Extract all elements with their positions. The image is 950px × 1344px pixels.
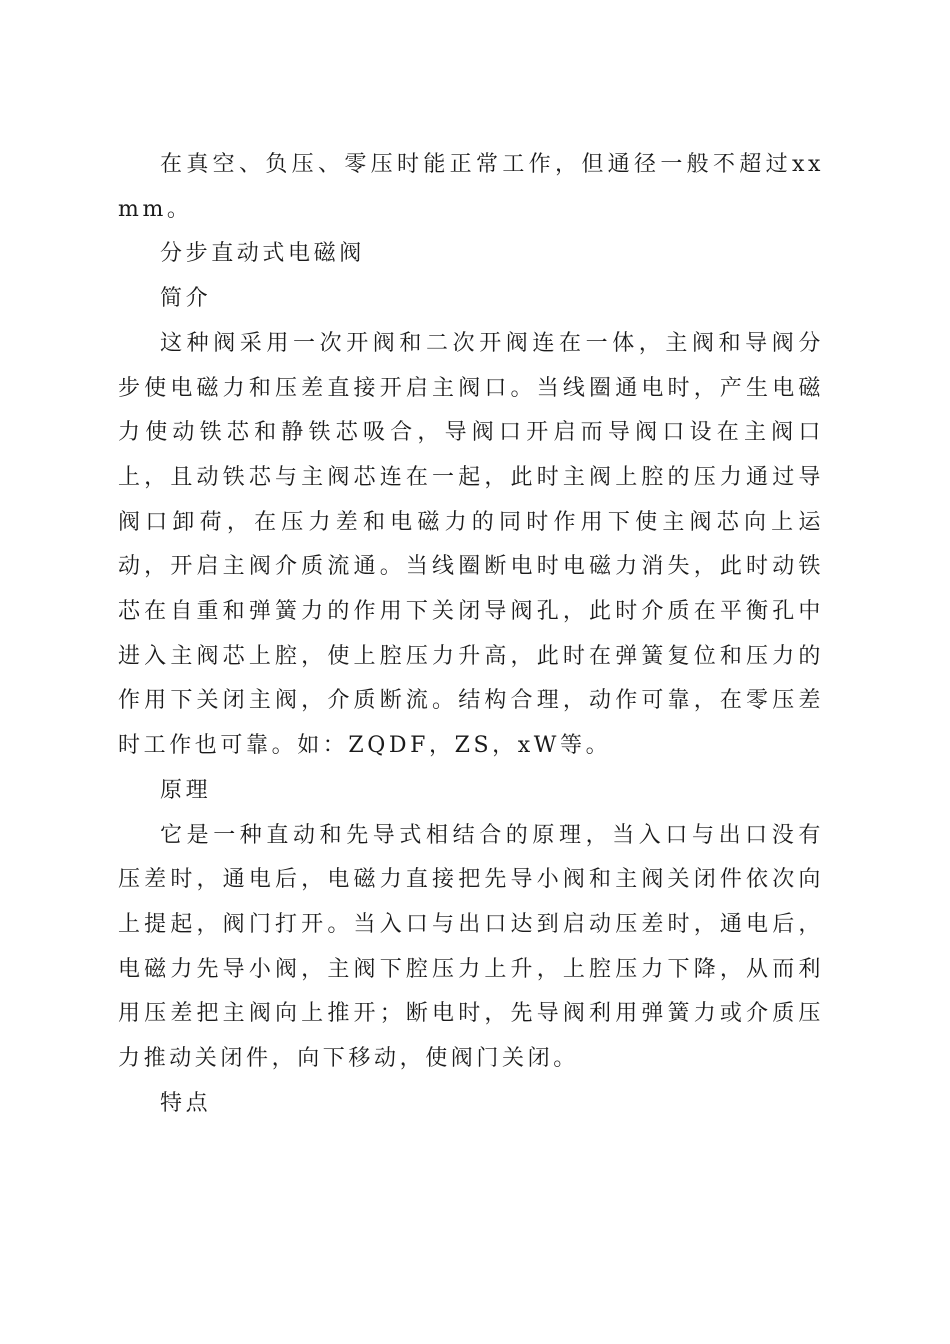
paragraph-intro: 这种阀采用一次开阀和二次开阀连在一体，主阀和导阀分步使电磁力和压差直接开启主阀口。当线圈通电时，产生电磁力使动铁芯和静铁芯吸合，导阀口开启而导阀口设在主阀口上，且动铁芯与主阀芯连在一起，此时主阀上腔的压力通过导阀口卸荷，在压力差和电磁力的同时作用下使主阀芯向上运动，开启主阀介质流通。当线圈断电时电磁力消失，此时动铁芯在自重和弹簧力的作用下关闭导阀孔，此时介质在平衡孔中进入主阀芯上腔，使上腔压力升高，此时在弹簧复位和压力的作用下关闭主阀，介质断流。结构合理，动作可靠，在零压差时工作也可靠。如：ZQDF，ZS，xW等。	[118, 330, 824, 759]
section-heading-features: 特点	[160, 1090, 212, 1116]
paragraph-vacuum-note: 在真空、负压、零压时能正常工作，但通径一般不超过xxmm。	[118, 152, 824, 222]
section-heading-intro: 简介	[160, 286, 212, 312]
section-heading-step-direct: 分步直动式电磁阀	[160, 241, 365, 267]
section-heading-principle: 原理	[160, 777, 212, 803]
paragraph-principle: 它是一种直动和先导式相结合的原理，当入口与出口没有压差时，通电后，电磁力直接把先导小阀和主阀关闭件依次向上提起，阀门打开。当入口与出口达到启动压差时，通电后，电磁力先导小阀，主阀下腔压力上升，上腔压力下降，从而利用压差把主阀向上推开；断电时，先导阀利用弹簧力或介质压力推动关闭件，向下移动，使阀门关闭。	[118, 822, 824, 1072]
document-body	[118, 143, 824, 1126]
